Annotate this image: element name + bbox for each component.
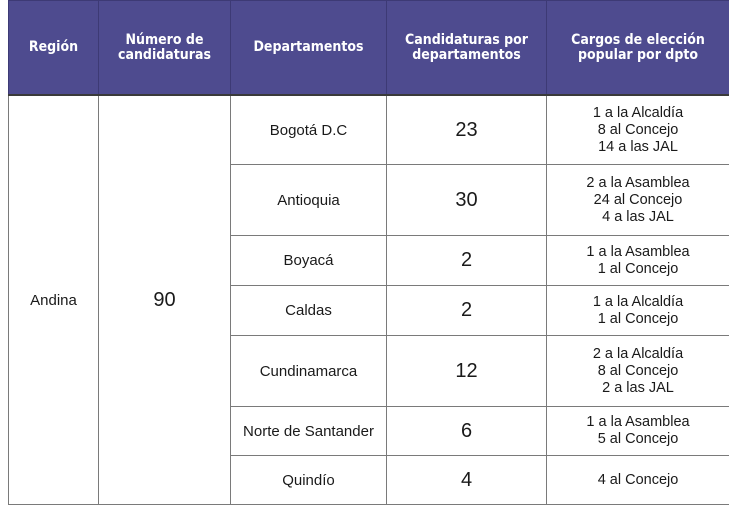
department-cell: Boyacá xyxy=(231,236,387,286)
post-line: 1 a la Alcaldía xyxy=(592,293,684,310)
post-line: 4 a las JAL xyxy=(602,208,674,225)
post-line: 1 a la Alcaldía xyxy=(592,104,684,121)
posts-cell xyxy=(547,286,730,336)
count-cell: 2 xyxy=(387,236,547,286)
header-departamentos: Departamentos xyxy=(231,1,387,96)
header-candidaturas-por-departamento: Candidaturas por departamentos xyxy=(387,1,547,96)
count-cell: 12 xyxy=(387,336,547,407)
header-numero-candidaturas: Número de candidaturas xyxy=(99,1,231,96)
candidaturas-table xyxy=(8,0,729,505)
post-line: 2 a las JAL xyxy=(602,379,674,396)
post-line: 8 al Concejo xyxy=(597,121,679,138)
header-region: Región xyxy=(9,1,99,96)
table-header-row xyxy=(9,1,730,96)
region-cell: Andina xyxy=(9,95,99,505)
posts-cell xyxy=(547,95,730,165)
post-line: 5 al Concejo xyxy=(597,431,679,447)
posts-cell xyxy=(547,165,730,236)
count-cell: 4 xyxy=(387,456,547,505)
post-line: 1 al Concejo xyxy=(597,310,679,327)
post-line: 2 a la Alcaldía xyxy=(592,345,684,362)
post-line: 1 a la Asamblea xyxy=(586,243,690,260)
candidaturas-table-container xyxy=(8,0,729,520)
department-cell: Antioquia xyxy=(231,165,387,236)
department-cell: Caldas xyxy=(231,286,387,336)
post-line: 14 a las JAL xyxy=(598,138,678,155)
posts-cell xyxy=(547,336,730,407)
posts-cell xyxy=(547,407,730,456)
posts-cell xyxy=(547,236,730,286)
count-cell: 30 xyxy=(387,165,547,236)
count-cell: 23 xyxy=(387,95,547,165)
post-line: 2 a la Asamblea xyxy=(586,174,690,191)
post-line: 1 al Concejo xyxy=(597,260,679,277)
department-cell: Norte de Santander xyxy=(231,407,387,456)
count-cell: 2 xyxy=(387,286,547,336)
department-cell: Quindío xyxy=(231,456,387,505)
table-row xyxy=(9,95,730,165)
header-cargos-eleccion: Cargos de elección popular por dpto xyxy=(547,1,730,96)
post-line: 4 al Concejo xyxy=(597,471,679,488)
post-line: 8 al Concejo xyxy=(597,362,679,379)
post-line: 24 al Concejo xyxy=(593,191,683,208)
post-line: 1 a la Asamblea xyxy=(586,414,690,430)
count-cell: 6 xyxy=(387,407,547,456)
posts-cell xyxy=(547,456,730,505)
department-cell: Bogotá D.C xyxy=(231,95,387,165)
total-candidaturas-cell: 90 xyxy=(99,95,231,505)
department-cell: Cundinamarca xyxy=(231,336,387,407)
